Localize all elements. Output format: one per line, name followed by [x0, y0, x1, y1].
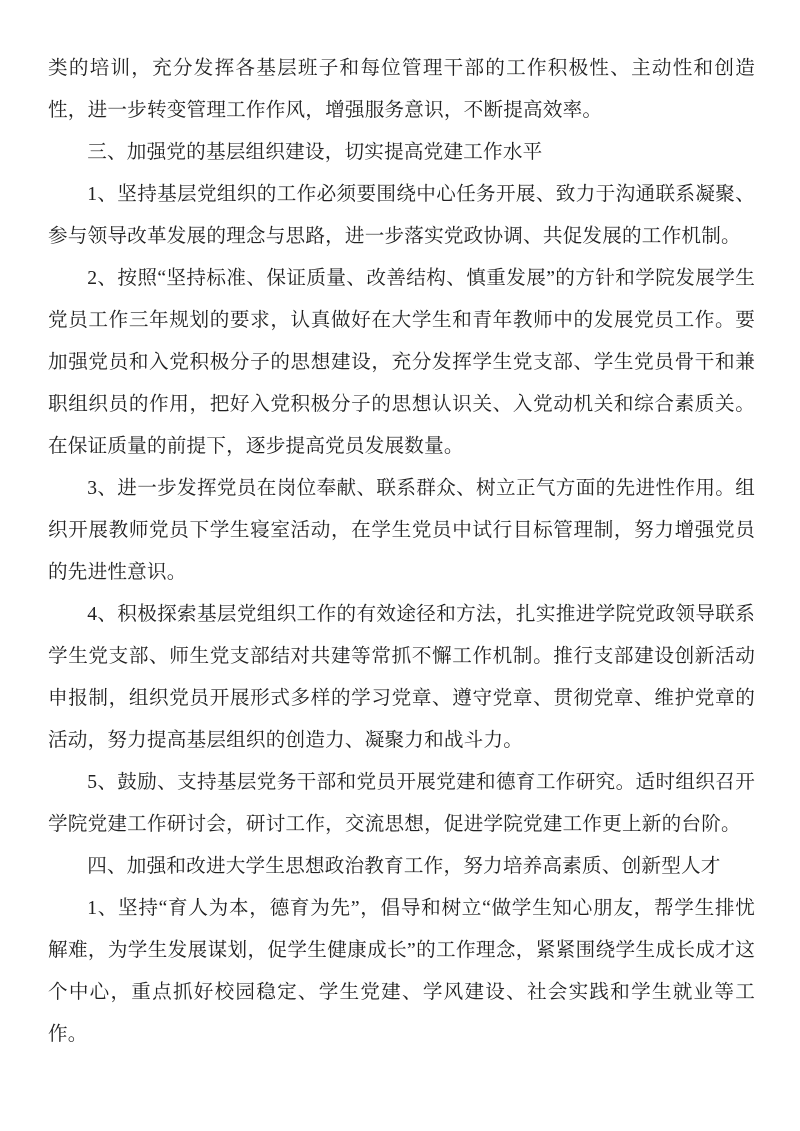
paragraph: 2、按照“坚持标准、保证质量、改善结构、慎重发展”的方针和学院发展学生党员工作三年规划的要求，认真做好在大学生和青年教师中的发展党员工作。要加强党员和入党积极分子的思想建设，充分发挥学生党支部、学生党员骨干和兼职组织员的作用，把好入党积极分子的思想认识关、入党动机关和综合素质关。在保证质量的前提下，逐步提高党员发展数量。 — [48, 268, 755, 457]
paragraph: 3、进一步发挥党员在岗位奉献、联系群众、树立正气方面的先进性作用。组织开展教师党员下学生寝室活动，在学生党员中试行目标管理制，努力增强党员的先进性意识。 — [48, 478, 755, 583]
paragraph: 类的培训，充分发挥各基层班子和每位管理干部的工作积极性、主动性和创造性，进一步转变管理工作作风，增强服务意识，不断提高效率。 — [48, 58, 755, 121]
paragraph: 1、坚持“育人为本，德育为先”，倡导和树立“做学生知心朋友，帮学生排忧解难，为学生发展谋划，促学生健康成长”的工作理念，紧紧围绕学生成长成才这个中心，重点抓好校园稳定、学生党建、学风建设、社会实践和学生就业等工作。 — [48, 898, 755, 1045]
document-body — [48, 48, 755, 1056]
section-heading: 四、加强和改进大学生思想政治教育工作，努力培养高素质、创新型人才 — [87, 856, 721, 877]
paragraph: 5、鼓励、支持基层党务干部和党员开展党建和德育工作研究。适时组织召开学院党建工作研讨会，研讨工作，交流思想，促进学院党建工作更上新的台阶。 — [48, 772, 755, 835]
section-heading: 三、加强党的基层组织建设，切实提高党建工作水平 — [87, 142, 543, 163]
paragraph: 1、坚持基层党组织的工作必须要围绕中心任务开展、致力于沟通联系凝聚、参与领导改革发展的理念与思路，进一步落实党政协调、共促发展的工作机制。 — [48, 184, 755, 247]
paragraph: 4、积极探索基层党组织工作的有效途径和方法，扎实推进学院党政领导联系学生党支部、师生党支部结对共建等常抓不懈工作机制。推行支部建设创新活动申报制，组织党员开展形式多样的学习党章、遵守党章、贯彻党章、维护党章的活动，努力提高基层组织的创造力、凝聚力和战斗力。 — [48, 604, 755, 751]
